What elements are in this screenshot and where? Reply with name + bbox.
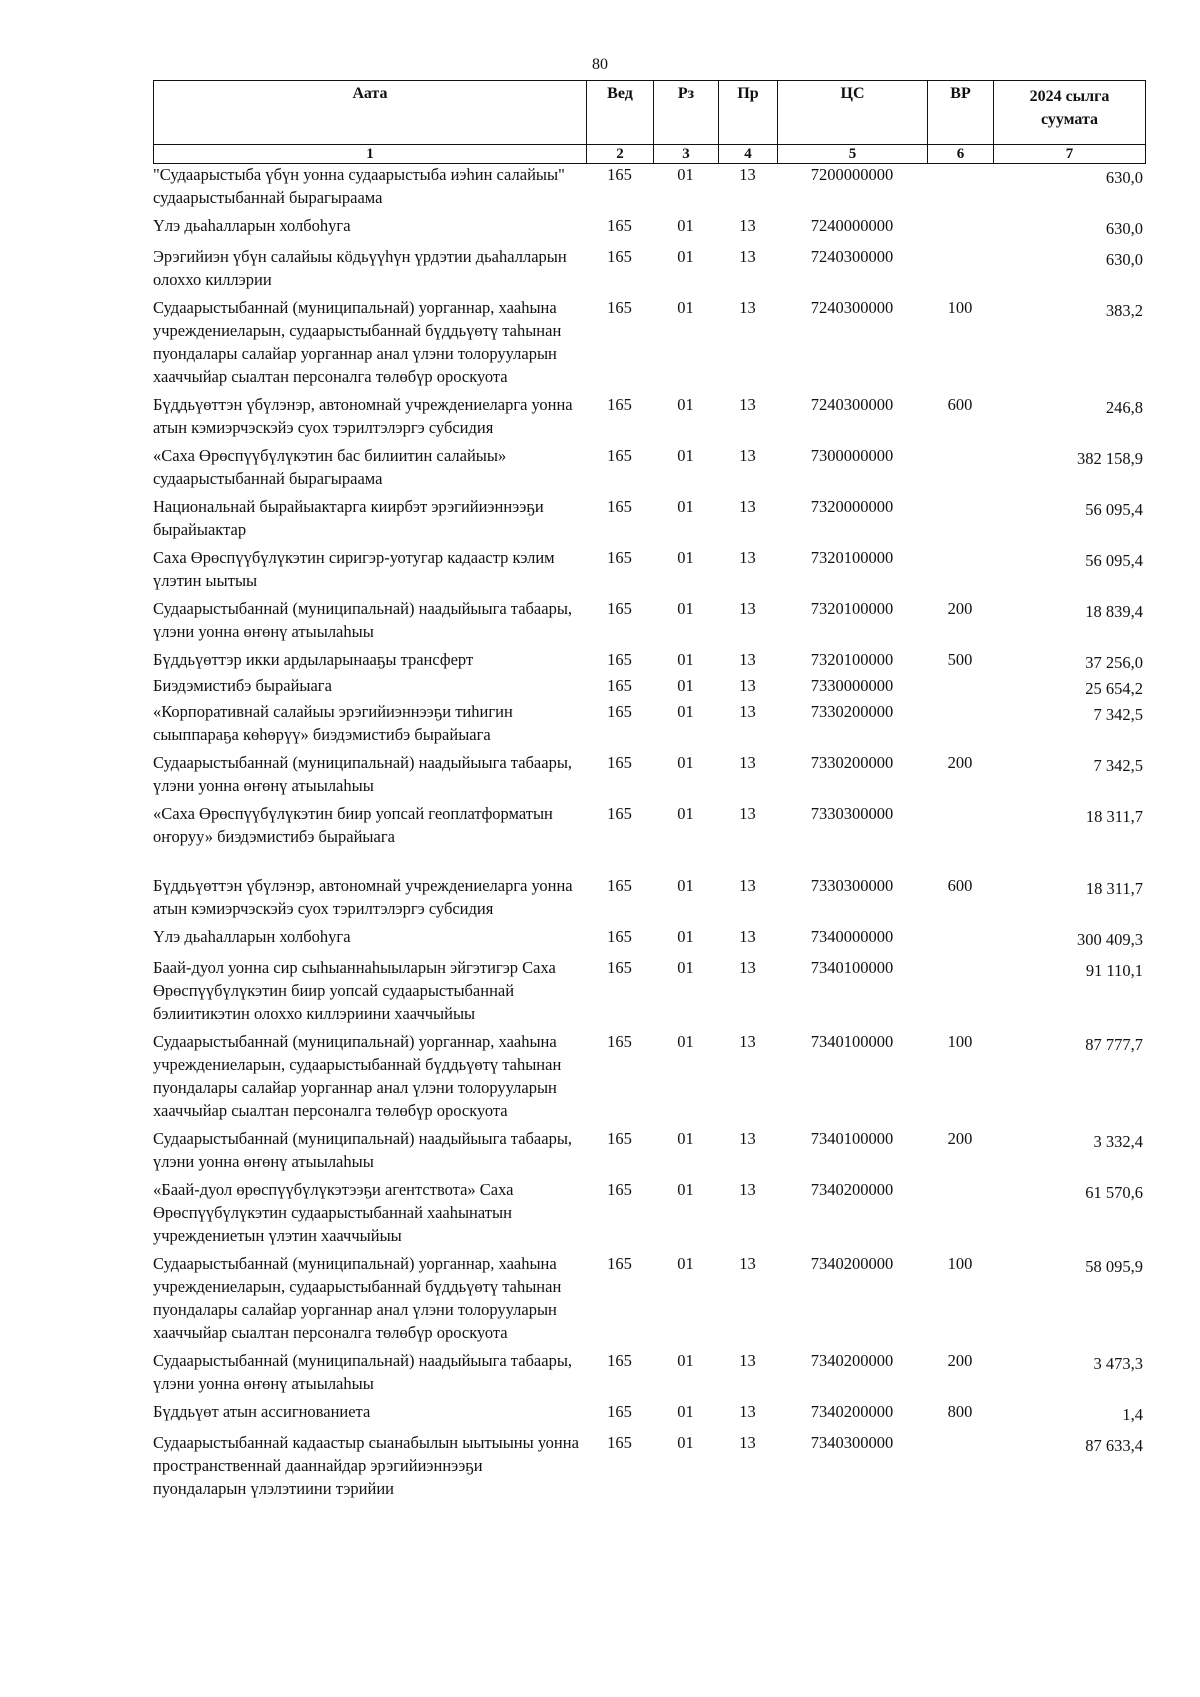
row-pr: 13 (739, 497, 756, 516)
row-name: Судаарыстыбаннай (муниципальнай) уорганнар, хааһына учреждениеларын, судаарыстыбаннай бүддьүөтү таһынан пуондалары салайар уорганнар анал үлэни толорууларын хааччыйар сыалтан персоналга төлөбүр ороскуота (153, 1032, 562, 1120)
row-pr: 13 (739, 165, 756, 184)
row-sum: 61 570,6 (1085, 1183, 1143, 1202)
table-row (153, 874, 1145, 925)
row-rz: 01 (677, 1433, 694, 1452)
row-name: Судаарыстыбаннай (муниципальнай) уорганнар, хааһына учреждениеларын, судаарыстыбаннай бүддьүөтү таһынан пуондалары салайар уорганнар анал үлэни толорууларын хааччыйар сыалтан персоналга төлөбүр ороскуота (153, 1254, 562, 1342)
table-row (153, 393, 1145, 444)
row-ved: 165 (607, 1180, 632, 1199)
row-name: «Баай-дуол өрөспүүбүлүкэтээҕи агентствота» Саха Өрөспүүбүлүкэтин судаарыстыбаннай хааһынатын учреждениетын үлэтин хааччыйыы (153, 1180, 514, 1245)
row-ved: 165 (607, 548, 632, 567)
header-num: 3 (654, 145, 719, 164)
table-row (153, 1030, 1145, 1127)
row-rz: 01 (677, 497, 694, 516)
row-vr: 200 (947, 1351, 973, 1370)
row-vr: 100 (947, 1254, 973, 1273)
row-rz: 01 (677, 876, 694, 895)
row-ved: 165 (607, 927, 632, 946)
row-rz: 01 (677, 1351, 694, 1370)
row-vr: 200 (947, 599, 973, 618)
row-name: Биэдэмистибэ бырайыага (153, 676, 332, 695)
row-rz: 01 (677, 216, 694, 235)
row-vr (927, 925, 993, 956)
row-name: «Саха Өрөспүүбүлүкэтин бас билиитин салайыы» судаарыстыбаннай бырагыраама (153, 446, 507, 488)
header-num: 4 (719, 145, 778, 164)
row-sum: 7 342,5 (1093, 756, 1143, 775)
row-name: Судаарыстыбаннай кадаастыр сыанабылын ыытыыны уонна пространственнай дааннайдар эрэгийиэннээҕи пуондаларын үлэлэтиини тэрийии (153, 1433, 579, 1498)
row-ved: 165 (607, 1032, 632, 1051)
row-pr: 13 (739, 753, 756, 772)
row-pr: 13 (739, 958, 756, 977)
row-pr: 13 (739, 702, 756, 721)
row-cs: 7320100000 (810, 548, 894, 567)
row-cs: 7340100000 (810, 1032, 894, 1051)
row-vr (927, 214, 993, 245)
table-row (153, 925, 1145, 956)
table-row (153, 1400, 1145, 1431)
row-rz: 01 (677, 1254, 694, 1273)
row-vr: 100 (947, 1032, 973, 1051)
row-cs: 7340000000 (810, 927, 894, 946)
row-vr: 200 (947, 1129, 973, 1148)
row-cs: 7340300000 (810, 1433, 894, 1452)
table-row (153, 597, 1145, 648)
row-rz: 01 (677, 676, 694, 695)
row-ved: 165 (607, 650, 632, 669)
row-name: Бүддьүөттэн үбүлэнэр, автономнай учреждениеларга уонна атын кэмиэрчэскэйэ суох тэрилтэлэргэ субсидия (153, 876, 573, 918)
row-vr (927, 163, 993, 214)
row-pr: 13 (739, 1433, 756, 1452)
row-cs: 7240300000 (810, 298, 894, 317)
row-name: Саха Өрөспүүбүлүкэтин сиригэр-уотугар кадаастр кэлим үлэтин ыытыы (153, 548, 555, 590)
header-num: 5 (778, 145, 928, 164)
row-cs: 7320100000 (810, 650, 894, 669)
row-sum: 91 110,1 (1085, 961, 1143, 980)
row-cs: 7330000000 (810, 676, 894, 695)
table-header (153, 80, 1146, 164)
row-rz: 01 (677, 446, 694, 465)
row-sum: 18 839,4 (1085, 602, 1143, 621)
row-vr (927, 674, 993, 700)
table-row (153, 648, 1145, 674)
table-row (153, 1252, 1145, 1349)
row-ved: 165 (607, 753, 632, 772)
row-rz: 01 (677, 395, 694, 414)
row-vr (927, 245, 993, 296)
row-pr: 13 (739, 676, 756, 695)
row-ved: 165 (607, 298, 632, 317)
row-cs: 7200000000 (810, 165, 894, 184)
row-rz: 01 (677, 958, 694, 977)
row-rz: 01 (677, 1129, 694, 1148)
row-vr: 500 (947, 650, 973, 669)
row-sum: 87 633,4 (1085, 1436, 1143, 1455)
table-row (153, 296, 1145, 393)
row-sum: 382 158,9 (1077, 449, 1143, 468)
row-sum: 18 311,7 (1085, 807, 1143, 826)
table-row (153, 1127, 1145, 1178)
row-cs: 7240300000 (810, 395, 894, 414)
row-pr: 13 (739, 1254, 756, 1273)
row-pr: 13 (739, 216, 756, 235)
row-ved: 165 (607, 702, 632, 721)
row-cs: 7340100000 (810, 958, 894, 977)
row-rz: 01 (677, 247, 694, 266)
row-name: Эрэгийиэн үбүн салайыы кӧдьүүһүн үрдэтии дьаһалларын олоххо киллэрии (153, 247, 567, 289)
row-pr: 13 (739, 446, 756, 465)
row-rz: 01 (677, 1402, 694, 1421)
row-sum: 1,4 (1122, 1405, 1143, 1424)
row-sum: 7 342,5 (1093, 705, 1143, 724)
row-vr: 600 (947, 876, 973, 895)
row-rz: 01 (677, 927, 694, 946)
table-row (153, 214, 1145, 245)
row-pr: 13 (739, 650, 756, 669)
row-name: Судаарыстыбаннай (муниципальнай) наадыйыыга табаары, үлэни уонна өҥөнү атыылаһыы (153, 1351, 573, 1393)
row-rz: 01 (677, 804, 694, 823)
row-sum: 383,2 (1105, 301, 1143, 320)
table-row (153, 700, 1145, 751)
row-name: Судаарыстыбаннай (муниципальнай) наадыйыыга табаары, үлэни уонна өҥөнү атыылаһыы (153, 599, 573, 641)
header-sum-line1: 2024 сылга (1029, 88, 1110, 105)
row-name: Үлэ дьаһалларын холбоһуга (153, 927, 351, 946)
row-vr: 100 (947, 298, 973, 317)
row-ved: 165 (607, 247, 632, 266)
row-cs: 7330300000 (810, 876, 894, 895)
table-row (153, 674, 1145, 700)
row-ved: 165 (607, 165, 632, 184)
row-name: Үлэ дьаһалларын холбоһуга (153, 216, 351, 235)
header-vr: ВР (928, 81, 994, 145)
row-cs: 7340200000 (810, 1254, 894, 1273)
row-name: Баай-дуол уонна сир сыһыаннаһыыларын эйгэтигэр Саха Өрөспүүбүлүкэтин биир уопсай судаарыстыбаннай бэлиитикэтин олоххо киллэриини хааччыйыы (153, 958, 556, 1023)
row-ved: 165 (607, 958, 632, 977)
row-sum: 18 311,7 (1085, 879, 1143, 898)
row-cs: 7330200000 (810, 753, 894, 772)
header-name: Аата (154, 81, 587, 145)
row-pr: 13 (739, 1129, 756, 1148)
row-pr: 13 (739, 1180, 756, 1199)
row-ved: 165 (607, 497, 632, 516)
row-ved: 165 (607, 676, 632, 695)
row-pr: 13 (739, 927, 756, 946)
row-name: Национальнай бырайыактарга киирбэт эрэгийиэннээҕи бырайыактар (153, 497, 544, 539)
row-ved: 165 (607, 1433, 632, 1452)
row-sum: 3 332,4 (1093, 1132, 1143, 1151)
row-sum: 3 473,3 (1093, 1354, 1143, 1373)
row-sum: 630,0 (1105, 219, 1143, 238)
row-pr: 13 (739, 1402, 756, 1421)
header-num: 2 (587, 145, 654, 164)
row-vr (927, 495, 993, 546)
table-row (153, 245, 1145, 296)
row-vr (927, 802, 993, 874)
row-sum: 87 777,7 (1085, 1035, 1143, 1054)
table-row (153, 1178, 1145, 1252)
row-cs: 7240300000 (810, 247, 894, 266)
row-ved: 165 (607, 1129, 632, 1148)
row-ved: 165 (607, 446, 632, 465)
header-cs: ЦС (778, 81, 928, 145)
row-rz: 01 (677, 1032, 694, 1051)
row-name: "Судаарыстыба үбүн уонна судаарыстыба иэһин салайыы" судаарыстыбаннай бырагыраама (153, 165, 565, 207)
row-cs: 7340200000 (810, 1351, 894, 1370)
row-vr (927, 546, 993, 597)
row-vr (927, 700, 993, 751)
row-name: Судаарыстыбаннай (муниципальнай) уорганнар, хааһына учреждениеларын, судаарыстыбаннай бүддьүөтү таһынан пуондалары салайар уорганнар анал үлэни толорууларын хааччыйар сыалтан персоналга төлөбүр ороскуота (153, 298, 562, 386)
row-ved: 165 (607, 216, 632, 235)
header-sum-line2: суумата (1040, 111, 1099, 128)
row-sum: 58 095,9 (1085, 1257, 1143, 1276)
row-rz: 01 (677, 548, 694, 567)
row-sum: 37 256,0 (1085, 653, 1143, 672)
table-row (153, 495, 1145, 546)
row-cs: 7330300000 (810, 804, 894, 823)
header-rz: Рз (654, 81, 719, 145)
row-sum: 56 095,4 (1085, 500, 1143, 519)
row-rz: 01 (677, 753, 694, 772)
row-pr: 13 (739, 247, 756, 266)
row-cs: 7320100000 (810, 599, 894, 618)
table-row (153, 546, 1145, 597)
table-row (153, 444, 1145, 495)
row-rz: 01 (677, 165, 694, 184)
row-name: Судаарыстыбаннай (муниципальнай) наадыйыыга табаары, үлэни уонна өҥөнү атыылаһыы (153, 753, 573, 795)
table-row (153, 751, 1145, 802)
row-ved: 165 (607, 1254, 632, 1273)
row-vr (927, 1431, 993, 1500)
header-num: 7 (994, 145, 1146, 164)
row-ved: 165 (607, 395, 632, 414)
row-pr: 13 (739, 876, 756, 895)
row-ved: 165 (607, 1351, 632, 1370)
row-ved: 165 (607, 599, 632, 618)
row-cs: 7320000000 (810, 497, 894, 516)
row-name: Бүддьүөт атын ассигнованиета (153, 1402, 371, 1421)
row-vr (927, 1178, 993, 1252)
row-pr: 13 (739, 395, 756, 414)
row-pr: 13 (739, 599, 756, 618)
row-cs: 7330200000 (810, 702, 894, 721)
header-num: 6 (928, 145, 994, 164)
header-ved: Вед (587, 81, 654, 145)
header-pr: Пр (719, 81, 778, 145)
row-sum: 56 095,4 (1085, 551, 1143, 570)
row-rz: 01 (677, 702, 694, 721)
header-sum (994, 81, 1146, 145)
row-pr: 13 (739, 1351, 756, 1370)
row-rz: 01 (677, 298, 694, 317)
header-num: 1 (154, 145, 587, 164)
row-rz: 01 (677, 650, 694, 669)
row-pr: 13 (739, 298, 756, 317)
row-name: «Корпоративнай салайыы эрэгийиэннээҕи тиһигин сыыппараҕа көһөрүү» биэдэмистибэ бырайыага (153, 702, 513, 744)
row-vr: 600 (947, 395, 973, 414)
row-rz: 01 (677, 1180, 694, 1199)
row-sum: 630,0 (1105, 168, 1143, 187)
page-number: 80 (592, 56, 608, 73)
row-vr (927, 956, 993, 1030)
row-cs: 7340200000 (810, 1180, 894, 1199)
table-row (153, 1431, 1145, 1500)
row-sum: 25 654,2 (1085, 679, 1143, 698)
row-vr: 200 (947, 753, 973, 772)
row-pr: 13 (739, 1032, 756, 1051)
table-row (153, 163, 1145, 214)
row-sum: 630,0 (1105, 250, 1143, 269)
row-name: Бүддьүөттэр икки ардыларынааҕы трансферт (153, 650, 474, 669)
row-ved: 165 (607, 804, 632, 823)
row-sum: 300 409,3 (1077, 930, 1143, 949)
row-ved: 165 (607, 1402, 632, 1421)
budget-table (153, 163, 1145, 1500)
table-row (153, 802, 1145, 874)
row-cs: 7240000000 (810, 216, 894, 235)
row-pr: 13 (739, 804, 756, 823)
row-cs: 7300000000 (810, 446, 894, 465)
table-row (153, 956, 1145, 1030)
row-pr: 13 (739, 548, 756, 567)
row-vr (927, 444, 993, 495)
row-ved: 165 (607, 876, 632, 895)
row-rz: 01 (677, 599, 694, 618)
row-cs: 7340200000 (810, 1402, 894, 1421)
row-name: Бүддьүөттэн үбүлэнэр, автономнай учреждениеларга уонна атын кэмиэрчэскэйэ суох тэрилтэлэргэ субсидия (153, 395, 573, 437)
table-row (153, 1349, 1145, 1400)
row-cs: 7340100000 (810, 1129, 894, 1148)
row-name: Судаарыстыбаннай (муниципальнай) наадыйыыга табаары, үлэни уонна өҥөнү атыылаһыы (153, 1129, 573, 1171)
row-vr: 800 (947, 1402, 973, 1421)
row-name: «Саха Өрөспүүбүлүкэтин биир уопсай геоплатформатын оҥоруу» биэдэмистибэ бырайыага (153, 804, 553, 846)
row-sum: 246,8 (1105, 398, 1143, 417)
